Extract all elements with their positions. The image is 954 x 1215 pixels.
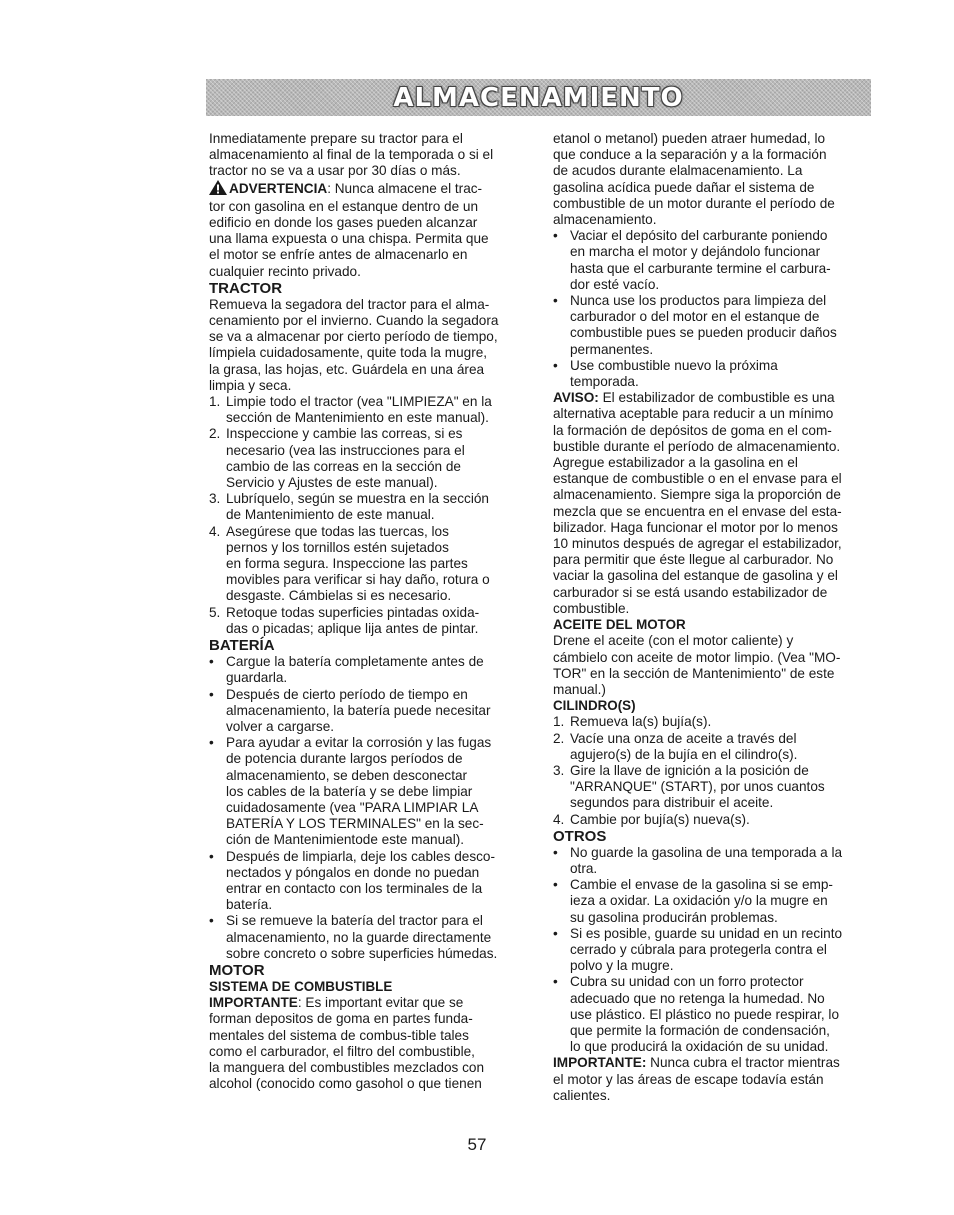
text-line: los cables de la batería y se debe limpiar	[226, 783, 473, 799]
text-line: Cambie el envase de la gasolina si se emp-	[570, 877, 833, 893]
text-line: tractor no se va a usar por 30 días o más.	[209, 163, 461, 179]
text-line: entrar en contacto con los terminales de la	[226, 880, 483, 896]
text-line: BATERÍA Y LOS TERMINALES" en la sec-	[226, 816, 484, 832]
text-line: Drene el aceite (con el motor caliente) y	[553, 633, 794, 649]
text-line: carburador si se está usando estabilizador de	[553, 584, 828, 600]
text-line: combustible de un motor durante el período de	[553, 195, 835, 211]
text-line: mentales del sistema de combus-tible tales	[209, 1027, 469, 1043]
right-column	[553, 131, 875, 1104]
bullet-icon: •	[553, 974, 558, 990]
bullet-item	[553, 293, 875, 358]
text-line: ción de Mantenimientode este manual).	[226, 832, 465, 848]
warning-text: : Nunca almacene el trac-	[327, 180, 483, 196]
numbered-step	[209, 394, 531, 426]
text-line: bilizador. Haga funcionar el motor por lo menos	[553, 519, 838, 535]
bullet-icon: •	[209, 913, 214, 929]
left-column	[209, 131, 531, 1092]
bullet-item	[553, 845, 875, 877]
text-line: nectados y póngalos en donde no puedan	[226, 864, 480, 880]
text-line: agujero(s) de la bujía en el cilindro(s).	[570, 746, 798, 762]
text-line: etanol o metanol) pueden atraer humedad, lo	[553, 131, 826, 146]
numbered-step	[553, 731, 875, 763]
text-line: sección de Mantenimiento en este manual).	[226, 410, 489, 426]
page-number: 57	[467, 1135, 487, 1154]
section-banner	[206, 79, 871, 116]
bullet-item	[553, 974, 875, 1055]
text-line: Si es posible, guarde su unidad en un recinto	[570, 925, 843, 941]
numbered-step	[553, 812, 875, 828]
text-line: de acudos durante elalmacenamiento. La	[553, 163, 803, 179]
text-line: la grasa, las hojas, etc. Guárdela en una área	[209, 361, 485, 377]
text-line: estanque de combustible o en el envase para el	[553, 471, 842, 487]
bullet-icon: •	[209, 848, 214, 864]
importante-text: : Es important evitar que se	[297, 995, 464, 1011]
text-line: almacenamiento, no la guarde directamente	[226, 929, 492, 945]
step-number: 2.	[209, 426, 221, 442]
text-line: calientes.	[553, 1087, 611, 1103]
step-number: 3.	[209, 491, 221, 507]
combustible-heading: SISTEMA DE COMBUSTIBLE	[209, 978, 393, 994]
step-number: 3.	[553, 762, 565, 778]
bullet-item	[209, 735, 531, 848]
text-line: dor esté vacío.	[570, 276, 660, 292]
text-line: para permitir que éste llegue al carburador. No	[553, 552, 834, 568]
text-line: la formación de depósitos de goma en el com-	[553, 422, 832, 438]
importante2-text: Nunca cubra el tractor mientras	[646, 1055, 840, 1071]
text-line: tor con gasolina en el estanque dentro de un	[209, 198, 479, 214]
bullet-item	[553, 926, 875, 975]
page-title: ALMACENAMIENTO	[393, 82, 684, 113]
text-line: batería.	[226, 897, 273, 913]
text-line: Después de limpiarla, deje los cables desco-	[226, 848, 495, 864]
text-line: cenamiento por el invierno. Cuando la segadora	[209, 313, 499, 329]
bullet-item	[553, 358, 875, 390]
text-line: una llama expuesta o una chispa. Permita que	[209, 231, 489, 247]
text-line	[209, 995, 531, 1011]
text-line: límpiela cuidadosamente, quite toda la mugre,	[209, 345, 488, 361]
text-line: Para ayudar a evitar la corrosión y las fugas	[226, 735, 492, 751]
bullet-icon: •	[553, 844, 558, 860]
text-line: segundos para distribuir el aceite.	[570, 795, 774, 811]
text-line: mezcla que se encuentra en el envase del esta-	[553, 503, 842, 519]
warning-triangle-icon	[209, 180, 227, 199]
text-line: alcohol (conocido como gasohol o que tienen	[209, 1076, 482, 1092]
aviso-text: El estabilizador de combustible es una	[598, 390, 835, 406]
step-number: 4.	[209, 523, 221, 539]
text-line: sobre concreto o sobre superficies húmedas.	[226, 945, 498, 961]
text-line: ieza a oxidar. La oxidación y/o la mugre en	[570, 893, 828, 909]
numbered-step	[553, 714, 875, 730]
text-line: Inmediatamente prepare su tractor para el	[209, 131, 463, 146]
text-line: almacenamiento. Siempre siga la proporción de	[553, 487, 841, 503]
numbered-step	[209, 491, 531, 523]
text-line	[209, 180, 531, 199]
importante2-label: IMPORTANTE:	[553, 1055, 647, 1071]
text-line: Remueva la segadora del tractor para el alma-	[209, 296, 490, 312]
text-line: en marcha el motor y dejándolo funcionar	[570, 244, 821, 260]
aceite-paragraph	[553, 633, 875, 698]
text-line: Vaciar el depósito del carburante poniendo	[570, 228, 828, 244]
text-line: Si se remueve la batería del tractor para el	[226, 913, 483, 929]
text-line: gasolina acídica puede dañar el sistema de	[553, 179, 815, 195]
text-line	[553, 1055, 875, 1071]
text-line: 10 minutos después de agregar el estabilizador,	[553, 536, 842, 552]
text-line: limpia y seca.	[209, 377, 292, 393]
text-line: vaciar la gasolina del estanque de gasolina y el	[553, 568, 838, 584]
text-line: Nunca use los productos para limpieza del	[570, 293, 827, 309]
text-line: "ARRANQUE" (START), por unos cuantos	[570, 779, 825, 795]
text-line: guardarla.	[226, 670, 288, 686]
text-line: que conduce a la separación y a la formación	[553, 147, 827, 163]
text-line: Cubra su unidad con un forro protector	[570, 974, 804, 990]
text-line: su gasolina producirán problemas.	[570, 909, 778, 925]
step-number: 4.	[553, 811, 565, 827]
text-line: otra.	[570, 860, 598, 876]
text-line: forman depositos de goma en partes funda-	[209, 1011, 473, 1027]
text-line: permanentes.	[570, 341, 654, 357]
numbered-step	[209, 524, 531, 605]
text-line: Remueva la(s) bujía(s).	[570, 714, 712, 730]
text-line: de Mantenimiento de este manual.	[226, 507, 435, 523]
bullet-item	[553, 228, 875, 293]
cilindro-heading: CILINDRO(S)	[553, 698, 636, 714]
text-line: combustible pues se pueden producir daños	[570, 325, 837, 341]
text-line: de potencia durante largos períodos de	[226, 751, 463, 767]
text-line: en forma segura. Inspeccione las partes	[226, 556, 468, 572]
text-line: volver a cargarse.	[226, 718, 335, 734]
importante-paragraph	[209, 995, 531, 1092]
text-line: alternativa aceptable para reducir a un mínimo	[553, 406, 834, 422]
bullet-icon: •	[553, 925, 558, 941]
text-line: Servicio y Ajustes de este manual).	[226, 475, 438, 491]
text-line: el motor se enfríe antes de almacenarlo en	[209, 247, 468, 263]
continued-paragraph	[553, 131, 875, 228]
text-line: Limpie todo el tractor (vea "LIMPIEZA" en la	[226, 394, 492, 410]
aceite-heading: ACEITE DEL MOTOR	[553, 617, 686, 633]
text-line: temporada.	[570, 374, 639, 390]
text-line: movibles para verificar si hay daño, rotura o	[226, 572, 490, 588]
warning-label: ADVERTENCIA	[229, 180, 328, 196]
text-line: Cargue la batería completamente antes de	[226, 654, 484, 670]
text-line: manual.)	[553, 681, 606, 697]
text-line: Inspeccione y cambie las correas, si es	[226, 426, 463, 442]
warning-paragraph	[209, 180, 531, 280]
text-line: el motor y las áreas de escape todavía están	[553, 1071, 824, 1087]
tractor-intro	[209, 297, 531, 394]
aviso-label: AVISO:	[553, 390, 599, 406]
importante-label: IMPORTANTE	[209, 995, 298, 1011]
text-line: pernos y los tornillos estén sujetados	[226, 539, 449, 555]
text-line: cualquier recinto privado.	[209, 263, 361, 279]
numbered-step	[209, 605, 531, 637]
text-line: la manguera del combustibles mezclados con	[209, 1059, 485, 1075]
step-number: 2.	[553, 730, 565, 746]
bullet-icon: •	[209, 686, 214, 702]
step-number: 1.	[553, 714, 565, 730]
text-line: desgaste. Cámbielas si es necesario.	[226, 588, 452, 604]
bullet-item	[209, 913, 531, 962]
text-line: combustible.	[553, 600, 630, 616]
text-line: Vacíe una onza de aceite a través del	[570, 730, 797, 746]
text-line: lo que producirá la oxidación de su unidad.	[570, 1039, 829, 1055]
intro-paragraph	[209, 131, 531, 180]
text-line: TOR" en la sección de Mantenimiento" de este	[553, 665, 835, 681]
text-line: Gire la llave de ignición a la posición de	[570, 762, 809, 778]
text-line: cerrado y cúbrala para protegerla contra el	[570, 941, 827, 957]
bullet-icon: •	[209, 654, 214, 670]
text-line: que permite la formación de condensación,	[570, 1022, 830, 1038]
text-line: use plástico. El plástico no puede respirar, lo	[570, 1006, 840, 1022]
text-line: Cambie por bujía(s) nueva(s).	[570, 811, 750, 827]
text-line: edificio en donde los gases pueden alcanzar	[209, 215, 478, 231]
text-line: Lubríquelo, según se muestra en la sección	[226, 491, 489, 507]
numbered-step	[553, 763, 875, 812]
text-line: como el carburador, el filtro del combustible,	[209, 1043, 475, 1059]
text-line: se va a almacenar por cierto período de tiempo,	[209, 329, 498, 345]
bullet-item	[209, 687, 531, 736]
tractor-heading: TRACTOR	[209, 279, 283, 297]
text-line: almacenamiento.	[553, 212, 657, 228]
text-line: das o picadas; aplique lija antes de pintar.	[226, 620, 479, 636]
text-line: Retoque todas superficies pintadas oxida-	[226, 604, 480, 620]
bateria-heading: BATERÍA	[209, 637, 275, 655]
step-number: 5.	[209, 604, 221, 620]
bullet-item	[553, 877, 875, 926]
text-line: cámbielo con aceite de motor limpio. (Vea "MO-	[553, 649, 841, 665]
text-line: adecuado que no retenga la humedad. No	[570, 990, 825, 1006]
text-line: Después de cierto período de tiempo en	[226, 686, 468, 702]
otros-heading: OTROS	[553, 827, 607, 845]
text-line: No guarde la gasolina de una temporada a la	[570, 844, 843, 860]
text-line: cuidadosamente (vea "PARA LIMPIAR LA	[226, 799, 479, 815]
bullet-icon: •	[553, 357, 558, 373]
text-line: almacenamiento, se deben desconectar	[226, 767, 468, 783]
text-line: cambio de las correas en la sección de	[226, 458, 461, 474]
bullet-icon: •	[209, 735, 214, 751]
text-line: almacenamiento al final de la temporada o si el	[209, 147, 494, 163]
text-line: hasta que el carburante termine el carbura-	[570, 260, 831, 276]
text-line: polvo y la mugre.	[570, 958, 674, 974]
text-line: Use combustible nuevo la próxima	[570, 357, 778, 373]
text-line: necesario (vea las instrucciones para el	[226, 442, 465, 458]
bullet-item	[209, 654, 531, 686]
bullet-icon: •	[553, 877, 558, 893]
text-line: carburador o del motor en el estanque de	[570, 309, 820, 325]
text-line: Agregue estabilizador a la gasolina en el	[553, 455, 798, 471]
text-line: Asegúrese que todas las tuercas, los	[226, 523, 449, 539]
step-number: 1.	[209, 394, 221, 410]
numbered-step	[209, 426, 531, 491]
bullet-item	[209, 849, 531, 914]
text-line	[553, 390, 875, 406]
text-line: bustible durante el período de almacenamiento.	[553, 438, 841, 454]
aviso-paragraph	[553, 390, 875, 617]
motor-heading: MOTOR	[209, 961, 265, 979]
text-line: almacenamiento, la batería puede necesitar	[226, 702, 491, 718]
bullet-icon: •	[553, 293, 558, 309]
bullet-icon: •	[553, 228, 558, 244]
importante2-paragraph	[553, 1055, 875, 1104]
